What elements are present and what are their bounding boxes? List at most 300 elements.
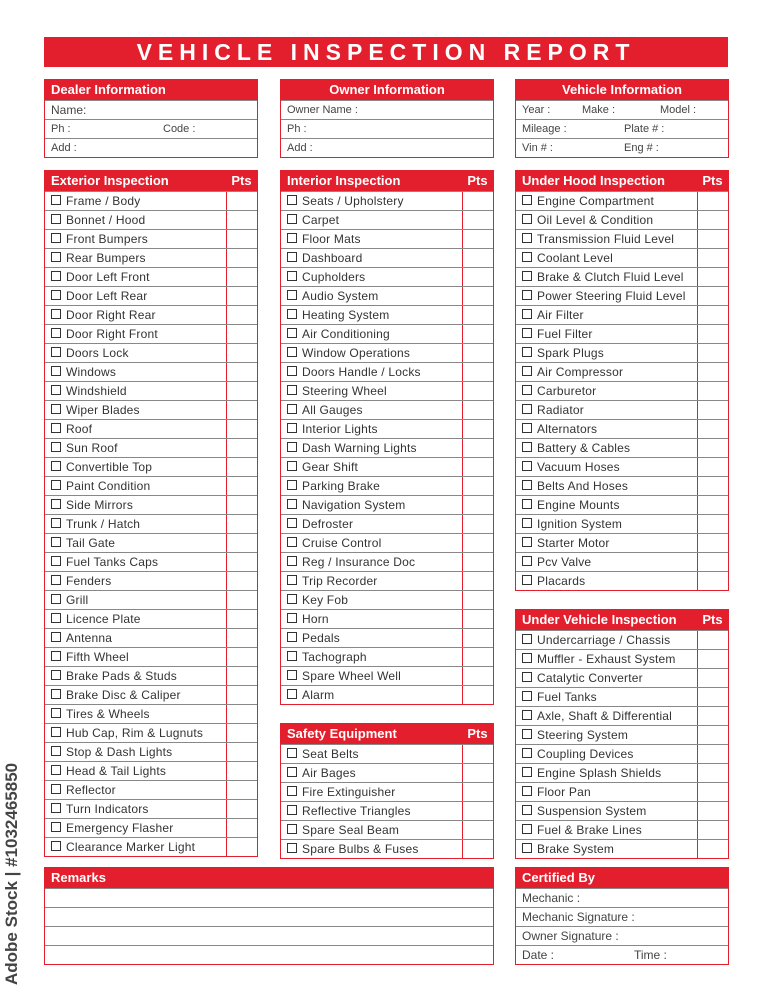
pts-cell[interactable] — [462, 821, 493, 839]
dealer-name-field[interactable] — [45, 100, 257, 119]
checkbox-label[interactable]: Paint Condition — [45, 477, 226, 495]
checkbox-label[interactable]: Fuel Tanks Caps — [45, 553, 226, 571]
checklist-item[interactable] — [281, 647, 493, 666]
checkbox-label[interactable]: Fuel Tanks — [516, 688, 697, 706]
pts-cell[interactable] — [226, 629, 257, 647]
checklist-item[interactable] — [516, 725, 728, 744]
pts-cell[interactable] — [697, 764, 728, 782]
pts-cell[interactable] — [226, 249, 257, 267]
pts-cell[interactable] — [462, 553, 493, 571]
pts-cell[interactable] — [226, 496, 257, 514]
checklist-item[interactable] — [45, 343, 257, 362]
checkbox-label[interactable]: Gear Shift — [281, 458, 462, 476]
pts-cell[interactable] — [226, 363, 257, 381]
pts-cell[interactable] — [462, 420, 493, 438]
pts-cell[interactable] — [462, 840, 493, 858]
checkbox-label[interactable]: Doors Handle / Locks — [281, 363, 462, 381]
pts-cell[interactable] — [226, 667, 257, 685]
checklist-item[interactable] — [45, 286, 257, 305]
pts-cell[interactable] — [462, 764, 493, 782]
pts-cell[interactable] — [462, 534, 493, 552]
pts-cell[interactable] — [226, 591, 257, 609]
checkbox-label[interactable]: Antenna — [45, 629, 226, 647]
checkbox-label[interactable]: Turn Indicators — [45, 800, 226, 818]
checkbox-label[interactable]: Cupholders — [281, 268, 462, 286]
checkbox-label[interactable]: Bonnet / Hood — [45, 211, 226, 229]
pts-cell[interactable] — [462, 268, 493, 286]
checkbox-label[interactable]: Spark Plugs — [516, 344, 697, 362]
checkbox-label[interactable]: Sun Roof — [45, 439, 226, 457]
checklist-item[interactable] — [516, 820, 728, 839]
pts-cell[interactable] — [697, 669, 728, 687]
owner-signature-field[interactable] — [516, 926, 728, 945]
checkbox-label[interactable]: Parking Brake — [281, 477, 462, 495]
checkbox-label[interactable]: Hub Cap, Rim & Lugnuts — [45, 724, 226, 742]
pts-cell[interactable] — [697, 650, 728, 668]
checkbox-label[interactable]: Fire Extinguisher — [281, 783, 462, 801]
checklist-item[interactable] — [45, 685, 257, 704]
checklist-item[interactable] — [516, 744, 728, 763]
checklist-item[interactable] — [45, 799, 257, 818]
checklist-item[interactable] — [45, 704, 257, 723]
pts-cell[interactable] — [226, 838, 257, 856]
checklist-item[interactable] — [45, 495, 257, 514]
pts-cell[interactable] — [226, 268, 257, 286]
checklist-item[interactable] — [45, 191, 257, 210]
vehicle-vin-row[interactable] — [516, 138, 728, 157]
pts-cell[interactable] — [462, 648, 493, 666]
checklist-item[interactable] — [516, 191, 728, 210]
checkbox-label[interactable]: Suspension System — [516, 802, 697, 820]
pts-cell[interactable] — [226, 515, 257, 533]
checklist-item[interactable] — [281, 419, 493, 438]
checklist-item[interactable] — [516, 571, 728, 590]
checkbox-label[interactable]: Reflector — [45, 781, 226, 799]
checklist-item[interactable] — [45, 818, 257, 837]
pts-cell[interactable] — [697, 439, 728, 457]
checklist-item[interactable] — [45, 780, 257, 799]
pts-cell[interactable] — [697, 363, 728, 381]
checklist-item[interactable] — [45, 324, 257, 343]
checkbox-label[interactable]: Brake Pads & Studs — [45, 667, 226, 685]
checklist-item[interactable] — [281, 381, 493, 400]
checklist-item[interactable] — [281, 609, 493, 628]
remarks-line[interactable] — [45, 926, 493, 945]
pts-cell[interactable] — [226, 819, 257, 837]
pts-cell[interactable] — [226, 553, 257, 571]
checkbox-label[interactable]: Carburetor — [516, 382, 697, 400]
pts-cell[interactable] — [226, 648, 257, 666]
checklist-item[interactable] — [281, 495, 493, 514]
checklist-item[interactable] — [281, 248, 493, 267]
checklist-item[interactable] — [516, 687, 728, 706]
checkbox-label[interactable]: Air Filter — [516, 306, 697, 324]
checkbox-label[interactable]: Axle, Shaft & Differential — [516, 707, 697, 725]
checkbox-label[interactable]: Heating System — [281, 306, 462, 324]
pts-cell[interactable] — [462, 287, 493, 305]
checkbox-label[interactable]: Frame / Body — [45, 192, 226, 210]
checklist-item[interactable] — [281, 514, 493, 533]
checklist-item[interactable] — [281, 628, 493, 647]
checkbox-label[interactable]: Starter Motor — [516, 534, 697, 552]
pts-cell[interactable] — [462, 477, 493, 495]
mechanic-field[interactable] — [516, 888, 728, 907]
pts-cell[interactable] — [697, 707, 728, 725]
checkbox-label[interactable]: Air Compressor — [516, 363, 697, 381]
checklist-item[interactable] — [516, 706, 728, 725]
pts-cell[interactable] — [462, 686, 493, 704]
checkbox-label[interactable]: Window Operations — [281, 344, 462, 362]
dealer-add-field[interactable] — [45, 138, 257, 157]
checkbox-label[interactable]: Belts And Hoses — [516, 477, 697, 495]
checklist-item[interactable] — [45, 514, 257, 533]
checklist-item[interactable] — [516, 476, 728, 495]
checkbox-label[interactable]: Placards — [516, 572, 697, 590]
checklist-item[interactable] — [516, 343, 728, 362]
pts-cell[interactable] — [462, 363, 493, 381]
checklist-item[interactable] — [45, 248, 257, 267]
pts-cell[interactable] — [462, 496, 493, 514]
pts-cell[interactable] — [697, 401, 728, 419]
checklist-item[interactable] — [281, 286, 493, 305]
pts-cell[interactable] — [462, 572, 493, 590]
checkbox-label[interactable]: Windshield — [45, 382, 226, 400]
checkbox-label[interactable]: Tachograph — [281, 648, 462, 666]
owner-add-field[interactable] — [281, 138, 493, 157]
checklist-item[interactable] — [516, 668, 728, 687]
pts-cell[interactable] — [462, 667, 493, 685]
checklist-item[interactable] — [516, 533, 728, 552]
checkbox-label[interactable]: Fuel Filter — [516, 325, 697, 343]
checklist-item[interactable] — [45, 362, 257, 381]
checkbox-label[interactable]: Door Left Front — [45, 268, 226, 286]
checklist-item[interactable] — [45, 476, 257, 495]
pts-cell[interactable] — [462, 783, 493, 801]
pts-cell[interactable] — [697, 306, 728, 324]
pts-cell[interactable] — [226, 439, 257, 457]
pts-cell[interactable] — [697, 496, 728, 514]
checklist-item[interactable] — [45, 400, 257, 419]
pts-cell[interactable] — [697, 211, 728, 229]
pts-cell[interactable] — [697, 572, 728, 590]
checklist-item[interactable] — [281, 533, 493, 552]
pts-cell[interactable] — [226, 401, 257, 419]
dealer-ph-field[interactable] — [45, 119, 257, 138]
checkbox-label[interactable]: Doors Lock — [45, 344, 226, 362]
checkbox-label[interactable]: Fenders — [45, 572, 226, 590]
pts-cell[interactable] — [697, 249, 728, 267]
checkbox-label[interactable]: Defroster — [281, 515, 462, 533]
checklist-item[interactable] — [516, 514, 728, 533]
pts-cell[interactable] — [462, 344, 493, 362]
pts-cell[interactable] — [226, 724, 257, 742]
checkbox-label[interactable]: Trip Recorder — [281, 572, 462, 590]
pts-cell[interactable] — [226, 610, 257, 628]
pts-cell[interactable] — [697, 268, 728, 286]
checklist-item[interactable] — [281, 324, 493, 343]
pts-cell[interactable] — [226, 458, 257, 476]
pts-cell[interactable] — [226, 800, 257, 818]
checklist-item[interactable] — [281, 476, 493, 495]
checkbox-label[interactable]: Rear Bumpers — [45, 249, 226, 267]
pts-cell[interactable] — [462, 401, 493, 419]
checklist-item[interactable] — [516, 324, 728, 343]
checkbox-label[interactable]: Spare Wheel Well — [281, 667, 462, 685]
checkbox-label[interactable]: Door Left Rear — [45, 287, 226, 305]
checkbox-label[interactable]: Dashboard — [281, 249, 462, 267]
pts-cell[interactable] — [226, 534, 257, 552]
checkbox-label[interactable]: Brake & Clutch Fluid Level — [516, 268, 697, 286]
checkbox-label[interactable]: Roof — [45, 420, 226, 438]
checkbox-label[interactable]: Clearance Marker Light — [45, 838, 226, 856]
pts-cell[interactable] — [697, 420, 728, 438]
checklist-item[interactable] — [45, 210, 257, 229]
checkbox-label[interactable]: Radiator — [516, 401, 697, 419]
pts-cell[interactable] — [462, 211, 493, 229]
pts-cell[interactable] — [462, 458, 493, 476]
pts-cell[interactable] — [462, 230, 493, 248]
checklist-item[interactable] — [45, 590, 257, 609]
pts-cell[interactable] — [697, 458, 728, 476]
checklist-item[interactable] — [281, 267, 493, 286]
pts-cell[interactable] — [226, 686, 257, 704]
checkbox-label[interactable]: Air Bages — [281, 764, 462, 782]
pts-cell[interactable] — [226, 344, 257, 362]
checklist-item[interactable] — [281, 801, 493, 820]
pts-cell[interactable] — [462, 591, 493, 609]
checklist-item[interactable] — [516, 419, 728, 438]
checkbox-label[interactable]: Brake System — [516, 840, 697, 858]
mechanic-signature-field[interactable] — [516, 907, 728, 926]
checkbox-label[interactable]: Air Conditioning — [281, 325, 462, 343]
pts-cell[interactable] — [226, 781, 257, 799]
checklist-item[interactable] — [45, 723, 257, 742]
checkbox-label[interactable]: Battery & Cables — [516, 439, 697, 457]
pts-cell[interactable] — [226, 477, 257, 495]
checkbox-label[interactable]: Wiper Blades — [45, 401, 226, 419]
owner-name-field[interactable] — [281, 100, 493, 119]
checkbox-label[interactable]: Key Fob — [281, 591, 462, 609]
checkbox-label[interactable]: Floor Pan — [516, 783, 697, 801]
checkbox-label[interactable]: Door Right Rear — [45, 306, 226, 324]
checklist-item[interactable] — [516, 457, 728, 476]
pts-cell[interactable] — [697, 230, 728, 248]
pts-cell[interactable] — [697, 783, 728, 801]
pts-cell[interactable] — [226, 705, 257, 723]
checklist-item[interactable] — [281, 590, 493, 609]
checkbox-label[interactable]: Licence Plate — [45, 610, 226, 628]
pts-cell[interactable] — [462, 382, 493, 400]
pts-cell[interactable] — [226, 211, 257, 229]
checklist-item[interactable] — [45, 267, 257, 286]
checkbox-label[interactable]: Vacuum Hoses — [516, 458, 697, 476]
checkbox-label[interactable]: Windows — [45, 363, 226, 381]
checkbox-label[interactable]: Interior Lights — [281, 420, 462, 438]
checkbox-label[interactable]: Coolant Level — [516, 249, 697, 267]
pts-cell[interactable] — [697, 726, 728, 744]
checklist-item[interactable] — [516, 267, 728, 286]
pts-cell[interactable] — [697, 515, 728, 533]
checklist-item[interactable] — [516, 495, 728, 514]
pts-cell[interactable] — [462, 515, 493, 533]
checkbox-label[interactable]: Seats / Upholstery — [281, 192, 462, 210]
checkbox-label[interactable]: Door Right Front — [45, 325, 226, 343]
checkbox-label[interactable]: Emergency Flasher — [45, 819, 226, 837]
pts-cell[interactable] — [226, 306, 257, 324]
checklist-item[interactable] — [45, 552, 257, 571]
checklist-item[interactable] — [281, 552, 493, 571]
pts-cell[interactable] — [462, 802, 493, 820]
pts-cell[interactable] — [697, 745, 728, 763]
owner-ph-field[interactable] — [281, 119, 493, 138]
checklist-item[interactable] — [45, 419, 257, 438]
pts-cell[interactable] — [226, 420, 257, 438]
checklist-item[interactable] — [45, 571, 257, 590]
checklist-item[interactable] — [281, 666, 493, 685]
pts-cell[interactable] — [697, 802, 728, 820]
pts-cell[interactable] — [462, 610, 493, 628]
checklist-item[interactable] — [281, 571, 493, 590]
checkbox-label[interactable]: Cruise Control — [281, 534, 462, 552]
checklist-item[interactable] — [45, 438, 257, 457]
checklist-item[interactable] — [281, 362, 493, 381]
pts-cell[interactable] — [697, 477, 728, 495]
checkbox-label[interactable]: Dash Warning Lights — [281, 439, 462, 457]
pts-cell[interactable] — [697, 192, 728, 210]
checkbox-label[interactable]: Engine Compartment — [516, 192, 697, 210]
checkbox-label[interactable]: Reg / Insurance Doc — [281, 553, 462, 571]
pts-cell[interactable] — [697, 382, 728, 400]
checkbox-label[interactable]: Front Bumpers — [45, 230, 226, 248]
checkbox-label[interactable]: Pcv Valve — [516, 553, 697, 571]
checklist-item[interactable] — [516, 229, 728, 248]
checkbox-label[interactable]: Power Steering Fluid Level — [516, 287, 697, 305]
checkbox-label[interactable]: Spare Seal Beam — [281, 821, 462, 839]
checklist-item[interactable] — [45, 761, 257, 780]
pts-cell[interactable] — [697, 344, 728, 362]
pts-cell[interactable] — [697, 821, 728, 839]
checkbox-label[interactable]: Catalytic Converter — [516, 669, 697, 687]
checklist-item[interactable] — [45, 457, 257, 476]
checklist-item[interactable] — [281, 782, 493, 801]
pts-cell[interactable] — [226, 382, 257, 400]
pts-cell[interactable] — [697, 553, 728, 571]
pts-cell[interactable] — [462, 439, 493, 457]
checkbox-label[interactable]: Audio System — [281, 287, 462, 305]
pts-cell[interactable] — [226, 572, 257, 590]
remarks-line[interactable] — [45, 907, 493, 926]
checklist-item[interactable] — [516, 248, 728, 267]
checklist-item[interactable] — [516, 649, 728, 668]
vehicle-mileage-row[interactable] — [516, 119, 728, 138]
checklist-item[interactable] — [516, 763, 728, 782]
pts-cell[interactable] — [226, 230, 257, 248]
checklist-item[interactable] — [516, 400, 728, 419]
checkbox-label[interactable]: Convertible Top — [45, 458, 226, 476]
checklist-item[interactable] — [45, 609, 257, 628]
checkbox-label[interactable]: Tail Gate — [45, 534, 226, 552]
checklist-item[interactable] — [516, 801, 728, 820]
checkbox-label[interactable]: Engine Splash Shields — [516, 764, 697, 782]
checklist-item[interactable] — [516, 438, 728, 457]
checklist-item[interactable] — [281, 744, 493, 763]
checkbox-label[interactable]: Stop & Dash Lights — [45, 743, 226, 761]
remarks-line[interactable] — [45, 888, 493, 907]
checklist-item[interactable] — [281, 191, 493, 210]
checklist-item[interactable] — [45, 533, 257, 552]
pts-cell[interactable] — [226, 743, 257, 761]
pts-cell[interactable] — [697, 287, 728, 305]
checklist-item[interactable] — [516, 782, 728, 801]
pts-cell[interactable] — [697, 631, 728, 649]
checklist-item[interactable] — [281, 229, 493, 248]
checkbox-label[interactable]: Horn — [281, 610, 462, 628]
checkbox-label[interactable]: Fifth Wheel — [45, 648, 226, 666]
vehicle-year-row[interactable] — [516, 100, 728, 119]
checkbox-label[interactable]: Brake Disc & Caliper — [45, 686, 226, 704]
checkbox-label[interactable]: Seat Belts — [281, 745, 462, 763]
remarks-line[interactable] — [45, 945, 493, 964]
pts-cell[interactable] — [462, 249, 493, 267]
checklist-item[interactable] — [516, 630, 728, 649]
pts-cell[interactable] — [462, 325, 493, 343]
checklist-item[interactable] — [281, 685, 493, 704]
checklist-item[interactable] — [281, 438, 493, 457]
checklist-item[interactable] — [45, 381, 257, 400]
checkbox-label[interactable]: Engine Mounts — [516, 496, 697, 514]
checklist-item[interactable] — [281, 400, 493, 419]
checklist-item[interactable] — [45, 647, 257, 666]
checklist-item[interactable] — [281, 820, 493, 839]
pts-cell[interactable] — [226, 762, 257, 780]
checkbox-label[interactable]: Coupling Devices — [516, 745, 697, 763]
pts-cell[interactable] — [462, 306, 493, 324]
checkbox-label[interactable]: Undercarriage / Chassis — [516, 631, 697, 649]
pts-cell[interactable] — [462, 745, 493, 763]
checkbox-label[interactable]: Steering System — [516, 726, 697, 744]
checkbox-label[interactable]: Spare Bulbs & Fuses — [281, 840, 462, 858]
checkbox-label[interactable]: Carpet — [281, 211, 462, 229]
checkbox-label[interactable]: Fuel & Brake Lines — [516, 821, 697, 839]
checklist-item[interactable] — [516, 839, 728, 858]
pts-cell[interactable] — [697, 840, 728, 858]
checklist-item[interactable] — [45, 628, 257, 647]
checklist-item[interactable] — [281, 457, 493, 476]
checkbox-label[interactable]: Tires & Wheels — [45, 705, 226, 723]
checklist-item[interactable] — [281, 343, 493, 362]
checkbox-label[interactable]: Head & Tail Lights — [45, 762, 226, 780]
pts-cell[interactable] — [226, 192, 257, 210]
checklist-item[interactable] — [516, 381, 728, 400]
checkbox-label[interactable]: Side Mirrors — [45, 496, 226, 514]
checklist-item[interactable] — [281, 839, 493, 858]
checkbox-label[interactable]: Navigation System — [281, 496, 462, 514]
checkbox-label[interactable]: Muffler - Exhaust System — [516, 650, 697, 668]
checkbox-label[interactable]: Pedals — [281, 629, 462, 647]
checkbox-label[interactable]: Oil Level & Condition — [516, 211, 697, 229]
pts-cell[interactable] — [697, 325, 728, 343]
checkbox-label[interactable]: Floor Mats — [281, 230, 462, 248]
pts-cell[interactable] — [697, 688, 728, 706]
checkbox-label[interactable]: Reflective Triangles — [281, 802, 462, 820]
checklist-item[interactable] — [516, 210, 728, 229]
checklist-item[interactable] — [516, 305, 728, 324]
checkbox-label[interactable]: Ignition System — [516, 515, 697, 533]
checkbox-label[interactable]: Transmission Fluid Level — [516, 230, 697, 248]
date-time-field[interactable] — [516, 945, 728, 964]
checkbox-label[interactable]: Alarm — [281, 686, 462, 704]
pts-cell[interactable] — [226, 287, 257, 305]
